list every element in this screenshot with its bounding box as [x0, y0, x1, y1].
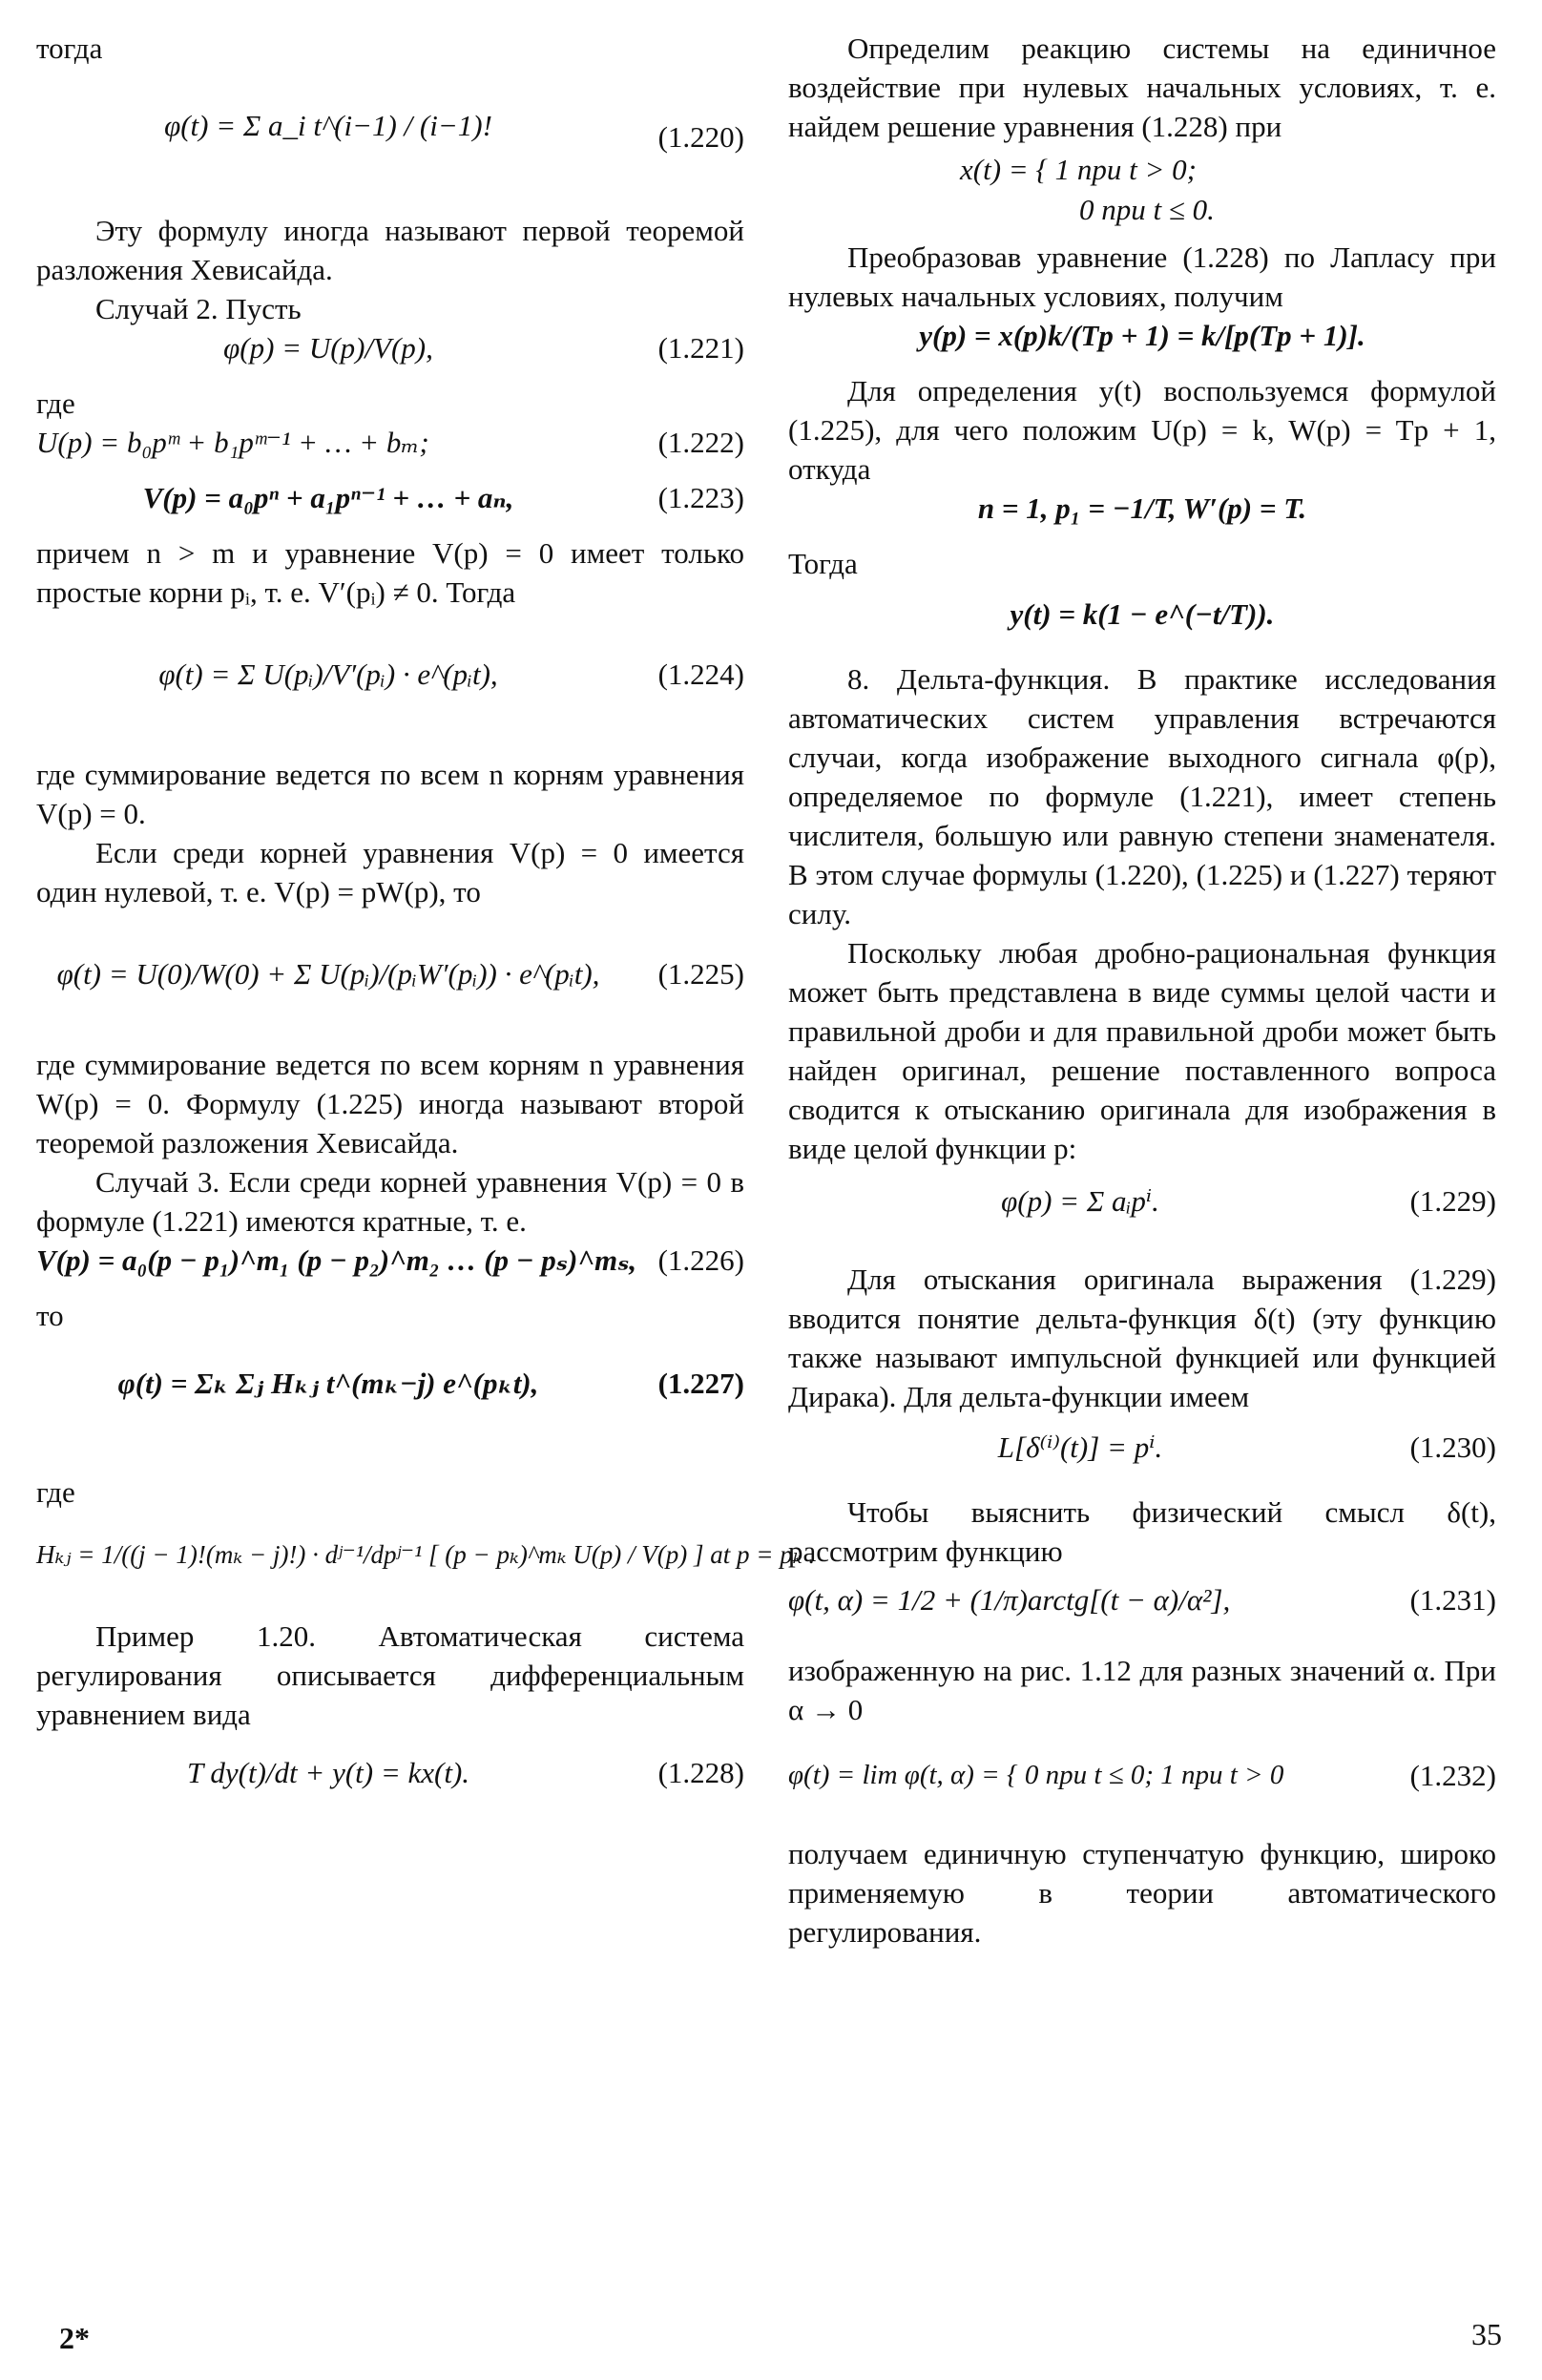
equation-1-220 — [36, 68, 744, 211]
page-number: 35 — [1471, 2317, 1502, 2351]
paragraph-figure-ref: изображенную на рис. 1.12 для разных значений α. При α → 0 — [788, 1654, 1496, 1726]
equation-text: T dy(t)/dt + y(t) = kx(t). — [186, 1756, 470, 1789]
equation-line-2: 0 при t ≤ 0. — [1079, 193, 1215, 226]
paragraph-step-function: получаем единичную ступенчатую функцию, широко применяемую в теории автоматического регулирования. — [788, 1837, 1496, 1949]
paragraph-heaviside-first: Эту формулу иногда называют первой теоремой разложения Хевисайда. — [36, 214, 744, 286]
text-togda-2: Тогда — [788, 547, 858, 580]
equation-H-kj — [36, 1512, 816, 1617]
equation-number: (1.221) — [657, 331, 744, 365]
equation-text: φ(p) = U(p)/V(p), — [223, 331, 433, 365]
equation-text: L[δ⁽ⁱ⁾(t)] = pⁱ. — [997, 1430, 1163, 1464]
equation-number: (1.228) — [657, 1756, 744, 1789]
equation-text: n = 1, p₁ = −1/T, W′(p) = T. — [977, 491, 1307, 525]
equation-1-227 — [36, 1335, 744, 1450]
signature-mark: 2* — [59, 2321, 90, 2355]
paragraph-summation-1: где суммирование ведется по всем n корням уравнения V(p) = 0. — [36, 758, 744, 830]
equation-text: φ(t, α) = 1/2 + (1/π)arctg[(t − α)/α²], — [788, 1583, 1231, 1617]
equation-text: φ(t) = Σ a_i t^(i−1) / (i−1)! — [164, 109, 492, 142]
paragraph-rational-function: Поскольку любая дробно-рациональная функция может быть представлена в виде суммы целой части и правильной дроби и для правильной дроби может быть найден оригинал, решение поставленного вопроса сводится к отысканию оригинала для изображения в виде целой функции p: — [788, 936, 1496, 1165]
equation-number: (1.222) — [657, 426, 744, 459]
paragraph-physical-meaning: Чтобы выяснить физический смысл δ(t), рассмотрим функцию — [788, 1495, 1496, 1568]
equation-number: (1.230) — [1409, 1430, 1496, 1464]
equation-text: V(p) = a₀(p − p₁)^m₁ (p − p₂)^m₂ … (p − pₛ)^mₛ, — [36, 1243, 637, 1277]
right-column — [788, 29, 1496, 1952]
equation-x-step — [788, 146, 1496, 238]
equation-number: (1.227) — [657, 1367, 744, 1400]
equation-n-p1 — [788, 489, 1496, 544]
paragraph-zero-root: Если среди корней уравнения V(p) = 0 имеется один нулевой, т. е. V(p) = pW(p), то — [36, 836, 744, 908]
left-column — [36, 29, 816, 1820]
equation-1-226 — [36, 1241, 744, 1296]
equation-text: U(p) = b₀pᵐ + b₁pᵐ⁻¹ + … + bₘ; — [36, 426, 429, 459]
paragraph-case-3: Случай 3. Если среди корней уравнения V(p) = 0 в формуле (1.221) имеются кратные, т. е. — [36, 1165, 744, 1238]
equation-1-222 — [36, 423, 744, 478]
equation-text: φ(p) = Σ aᵢpⁱ. — [1001, 1184, 1159, 1218]
equation-text: y(p) = x(p)k/(Tp + 1) = k/[p(Tp + 1)]. — [919, 319, 1365, 352]
equation-number: (1.226) — [657, 1243, 744, 1277]
equation-text: φ(t) = Σ U(pᵢ)/V′(pᵢ) · e^(pᵢt), — [158, 658, 498, 691]
equation-line-1: x(t) = { 1 при t > 0; — [960, 153, 1197, 186]
paragraph-summation-2: где суммирование ведется по всем корням n уравнения W(p) = 0. Формулу (1.225) иногда называют второй теоремой разложения Хевисайда. — [36, 1048, 744, 1159]
equation-1-232 — [788, 1729, 1496, 1834]
paragraph-find-original: Для отыскания оригинала выражения (1.229) вводится понятие дельта-функция δ(t) (эту функцию также называют импульсной функцией или функцией Дирака). Для дельта-функции имеем — [788, 1263, 1496, 1413]
equation-text: y(t) = k(1 − e^(−t/T)). — [1010, 597, 1275, 631]
paragraph-laplace: Преобразовав уравнение (1.228) по Лапласу при нулевых начальных условиях, получим — [788, 240, 1496, 313]
equation-text: φ(t) = U(0)/W(0) + Σ U(pᵢ)/(pᵢW′(pᵢ)) · e^(pᵢt), — [56, 957, 600, 991]
paragraph-delta-function: 8. Дельта-функция. В практике исследования автоматических систем управления встречаются случаи, когда изображение выходного сигнала φ(p), определяемое по формуле (1.221), имеет степень числителя, большую или равную степени знаменателя. В этом случае формулы (1.220), (1.225) и (1.227) теряют силу. — [788, 662, 1496, 930]
equation-y-t — [788, 583, 1496, 659]
equation-text: Hₖⱼ = 1/((j − 1)!(mₖ − j)!) · dʲ⁻¹/dpʲ⁻¹ [ (p − pₖ)^mₖ U(p) / V(p) ] at p = pₖ . — [36, 1540, 816, 1569]
equation-number: (1.231) — [1409, 1583, 1496, 1617]
equation-1-221 — [36, 328, 744, 384]
paragraph-determine-y: Для определения y(t) воспользуемся формулой (1.225), для чего положим U(p) = k, W(p) = Tp + 1, откуда — [788, 374, 1496, 486]
text-gde: где — [36, 386, 75, 420]
text-to: то — [36, 1299, 64, 1332]
equation-number: (1.229) — [1409, 1184, 1496, 1218]
text-togda: тогда — [36, 31, 103, 65]
paragraph-example-1-20: Пример 1.20. Автоматическая система регулирования описывается дифференциальным уравнением вида — [36, 1619, 744, 1731]
equation-number: (1.232) — [1409, 1759, 1496, 1792]
equation-1-230 — [788, 1416, 1496, 1493]
case-2-heading: Случай 2. Пусть — [95, 292, 302, 325]
equation-number: (1.225) — [657, 957, 744, 991]
equation-number: (1.223) — [657, 481, 744, 514]
equation-number: (1.224) — [657, 658, 744, 691]
equation-y-p — [788, 316, 1496, 371]
equation-number: (1.220) — [657, 120, 744, 154]
equation-1-229 — [788, 1168, 1496, 1260]
equation-text: V(p) = a₀pⁿ + a₁pⁿ⁻¹ + … + aₙ, — [142, 481, 514, 514]
equation-1-231 — [788, 1571, 1496, 1651]
paragraph-prichem: причем n > m и уравнение V(p) = 0 имеет только простые корни pᵢ, т. е. V′(pᵢ) ≠ 0. Тогда — [36, 536, 744, 609]
equation-1-223 — [36, 478, 744, 533]
equation-1-224 — [36, 612, 744, 755]
equation-1-225 — [36, 911, 744, 1045]
equation-text: φ(t) = Σₖ Σⱼ Hₖⱼ t^(mₖ−j) e^(pₖt), — [117, 1367, 539, 1400]
equation-text: φ(t) = lim φ(t, α) = { 0 при t ≤ 0; 1 при t > 0 — [788, 1760, 1284, 1790]
paragraph-define-reaction: Определим реакцию системы на единичное воздействие при нулевых начальных условиях, т. е. найдем решение уравнения (1.228) при — [788, 31, 1496, 143]
equation-1-228 — [36, 1734, 744, 1820]
text-gde-2: где — [36, 1475, 75, 1509]
